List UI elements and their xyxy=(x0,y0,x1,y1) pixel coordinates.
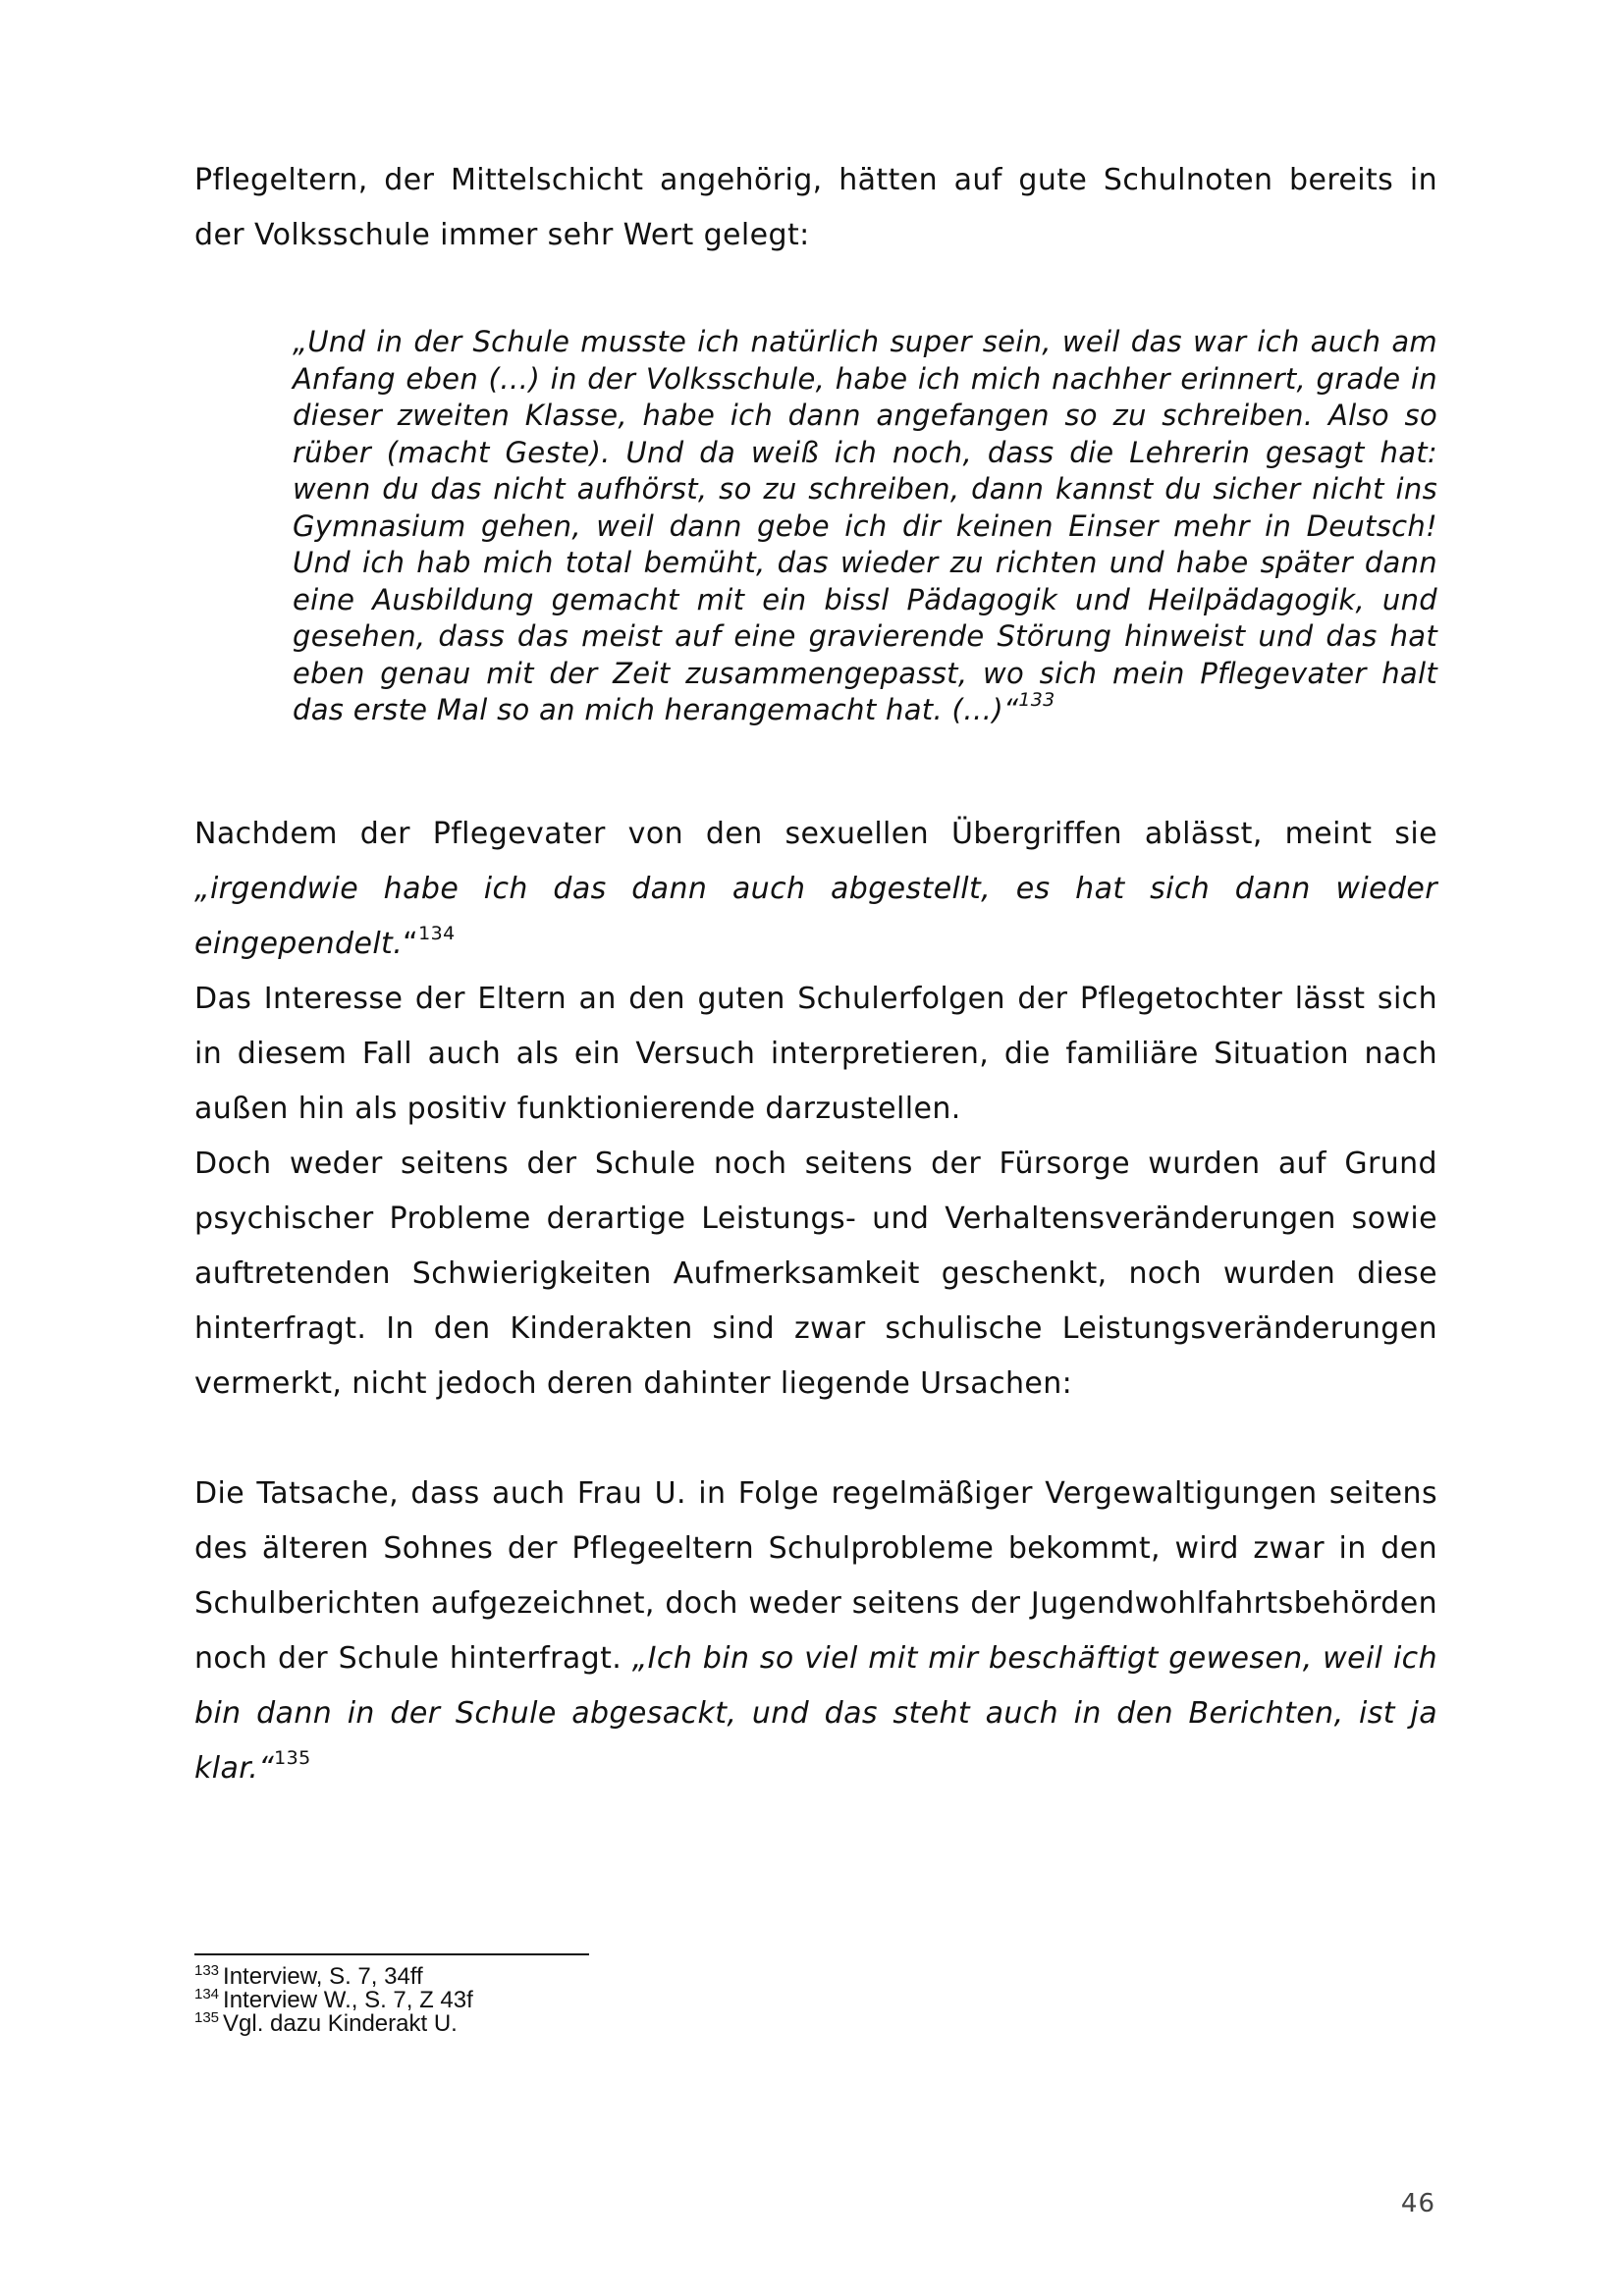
page-number: 46 xyxy=(1400,2189,1435,2218)
footnote-divider xyxy=(194,1953,589,1955)
footnote-134 xyxy=(194,1986,473,2013)
paragraph-interest xyxy=(194,972,1437,1137)
block-quote-text: „Und in der Schule musste ich natürlich super sein, weil das war ich auch am Anfang eben (…) in der Volksschule, habe ich mich nachher erinnert, grade in dieser zweiten Klasse, habe ich dann angefangen so zu schreiben. Also so rüber (macht Geste). Und da weiß ich noch, dass die Lehrerin gesagt hat: wenn du das nicht aufhörst, so zu schreiben, dann kannst du sicher nicht ins Gymnasium gehen, weil dann gebe ich dir keinen Einser mehr in Deutsch! Und ich hab mich total bemüht, das wieder zu richten und habe später dann eine Ausbildung gemacht mit ein bissl Pädagogik und Heilpädagogik, und gesehen, dass das meist auf eine gravierende Störung hinweist und das hat eben genau mit der Zeit zusammengepasst, wo sich mein Pflegevater halt das erste Mal so an mich herangemacht hat. (…)“ xyxy=(293,325,1437,726)
footnote-text: Vgl. dazu Kinderakt U. xyxy=(223,2010,458,2037)
paragraph-school xyxy=(194,1137,1437,1412)
paragraph-release-close: “ xyxy=(403,927,419,961)
paragraph-release-quote: „irgendwie habe ich das dann auch abgestellt, es hat sich dann wieder eingependelt. xyxy=(194,872,1437,961)
footnote-text: Interview, S. 7, 34ff xyxy=(223,1963,423,1990)
footnote-text: Interview W., S. 7, Z 43f xyxy=(223,1987,473,2013)
paragraph-fact-quote: „Ich bin so viel mit mir beschäftigt gewesen, weil ich bin dann in der Schule abgesackt, und das steht auch in den Berichten, ist ja klar.“ xyxy=(194,1641,1437,1786)
footnote-133 xyxy=(194,1962,473,1990)
paragraph-school-text: Doch weder seitens der Schule noch seitens der Fürsorge wurden auf Grund psychischer Probleme derartige Leistungs- und Verhaltensveränderungen sowie auftretenden Schwierigkeiten Aufmerksamkeit geschenkt, noch wurden diese hinterfragt. In den Kinderakten sind zwar schulische Leistungsveränderungen vermerkt, nicht jedoch deren dahinter liegende Ursachen: xyxy=(194,1147,1437,1401)
block-quote xyxy=(293,324,1437,729)
footnote-135 xyxy=(194,2009,473,2037)
footnote-ref-135[interactable]: 135 xyxy=(274,1747,311,1769)
paragraph-intro-text: Pflegeltern, der Mittelschicht angehörig, hätten auf gute Schulnoten bereits in der Volksschule immer sehr Wert gelegt: xyxy=(194,163,1437,252)
footnote-number: 134 xyxy=(194,1986,220,2002)
paragraph-release xyxy=(194,807,1437,972)
footnote-ref-134[interactable]: 134 xyxy=(418,923,456,944)
footnote-number: 133 xyxy=(194,1962,220,1979)
footnote-number: 135 xyxy=(194,2009,220,2026)
paragraph-fact xyxy=(194,1467,1437,1796)
footnotes xyxy=(194,1962,473,2037)
paragraph-interest-text: Das Interesse der Eltern an den guten Schulerfolgen der Pflegetochter lässt sich in diesem Fall auch als ein Versuch interpretieren, die familiäre Situation nach außen hin als positiv funktionierende darzustellen. xyxy=(194,982,1437,1126)
paragraph-release-lead: Nachdem der Pflegevater von den sexuellen Übergriffen ablässt, meint sie xyxy=(194,817,1437,851)
footnote-ref-133[interactable]: 133 xyxy=(1018,689,1055,711)
paragraph-intro xyxy=(194,153,1437,263)
paragraph-fact-lead: Die Tatsache, dass auch Frau U. in Folge regelmäßiger Vergewaltigungen seitens des älteren Sohnes der Pflegeeltern Schulprobleme bekommt, wird zwar in den Schulberichten aufgezeichnet, doch weder seitens der Jugendwohlfahrtsbehörden noch der Schule hinterfragt. xyxy=(194,1476,1437,1676)
